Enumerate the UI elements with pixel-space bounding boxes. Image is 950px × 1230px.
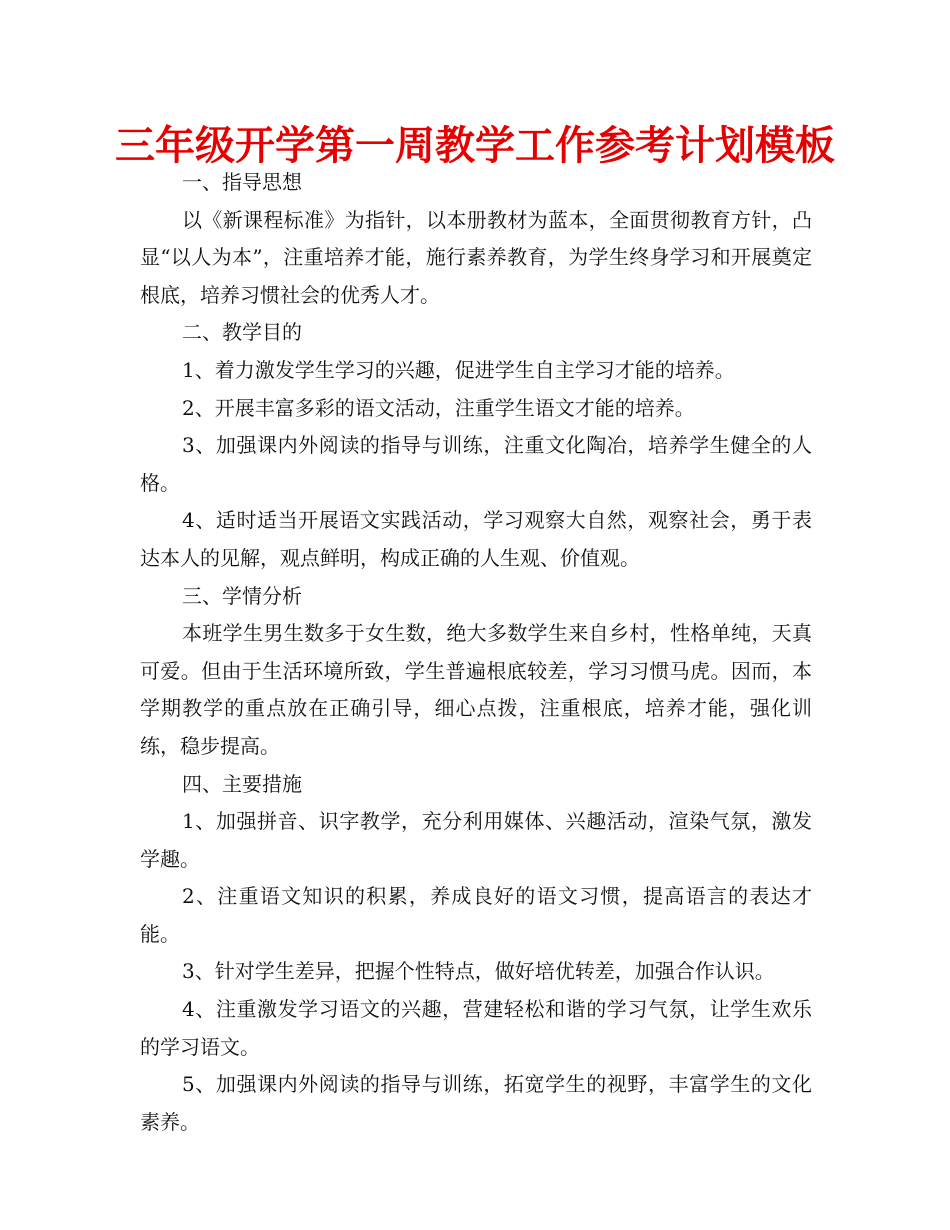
- paragraph-goal-1: 1、着力激发学生学习的兴趣，促进学生自主学习才能的培养。: [182, 357, 735, 382]
- paragraph-measure-1: 1、加强拼音、识字教学，充分利用媒体、兴趣活动，渲染气氛，激发学趣。: [140, 809, 812, 871]
- paragraph-measure-5: 5、加强课内外阅读的指导与训练，拓宽学生的视野，丰富学生的文化素养。: [140, 1072, 812, 1134]
- paragraph-student-analysis: 本班学生男生数多于女生数，绝大多数学生来自乡村，性格单纯，天真可爱。但由于生活环境所致，学生普遍根底较差，学习习惯马虎。因而，本学期教学的重点放在正确引导，细心点拨，注重根底，培养才能，强化训练，稳步提高。: [140, 621, 812, 758]
- section-heading-guiding-ideology: 一、指导思想: [182, 170, 302, 194]
- document-body: [140, 164, 812, 1141]
- paragraph-goal-3: 3、加强课内外阅读的指导与训练，注重文化陶冶，培养学生健全的人格。: [140, 433, 812, 495]
- document-title: 三年级开学第一周教学工作参考计划模板: [115, 123, 835, 169]
- section-heading-main-measures: 四、主要措施: [182, 771, 302, 796]
- paragraph-goal-4: 4、适时适当开展语文实践活动，学习观察大自然，观察社会，勇于表达本人的见解，观点鲜明，构成正确的人生观、价值观。: [140, 508, 812, 570]
- paragraph-measure-2: 2、注重语文知识的积累，养成良好的语文习惯，提高语言的表达才能。: [140, 884, 812, 946]
- section-heading-student-analysis: 三、学情分析: [182, 583, 302, 608]
- paragraph-guiding-ideology: 以《新课程标准》为指针，以本册教材为蓝本，全面贯彻教育方针，凸显“以人为本”，注重培养才能，施行素养教育，为学生终身学习和开展奠定根底，培养习惯社会的优秀人才。: [140, 207, 812, 307]
- section-heading-teaching-goals: 二、教学目的: [182, 320, 302, 345]
- paragraph-measure-3: 3、针对学生差异，把握个性特点，做好培优转差，加强合作认识。: [182, 959, 775, 984]
- paragraph-measure-4: 4、注重激发学习语文的兴趣，营建轻松和谐的学习气氛，让学生欢乐的学习语文。: [140, 997, 812, 1059]
- paragraph-goal-2: 2、开展丰富多彩的语文活动，注重学生语文才能的培养。: [182, 395, 695, 420]
